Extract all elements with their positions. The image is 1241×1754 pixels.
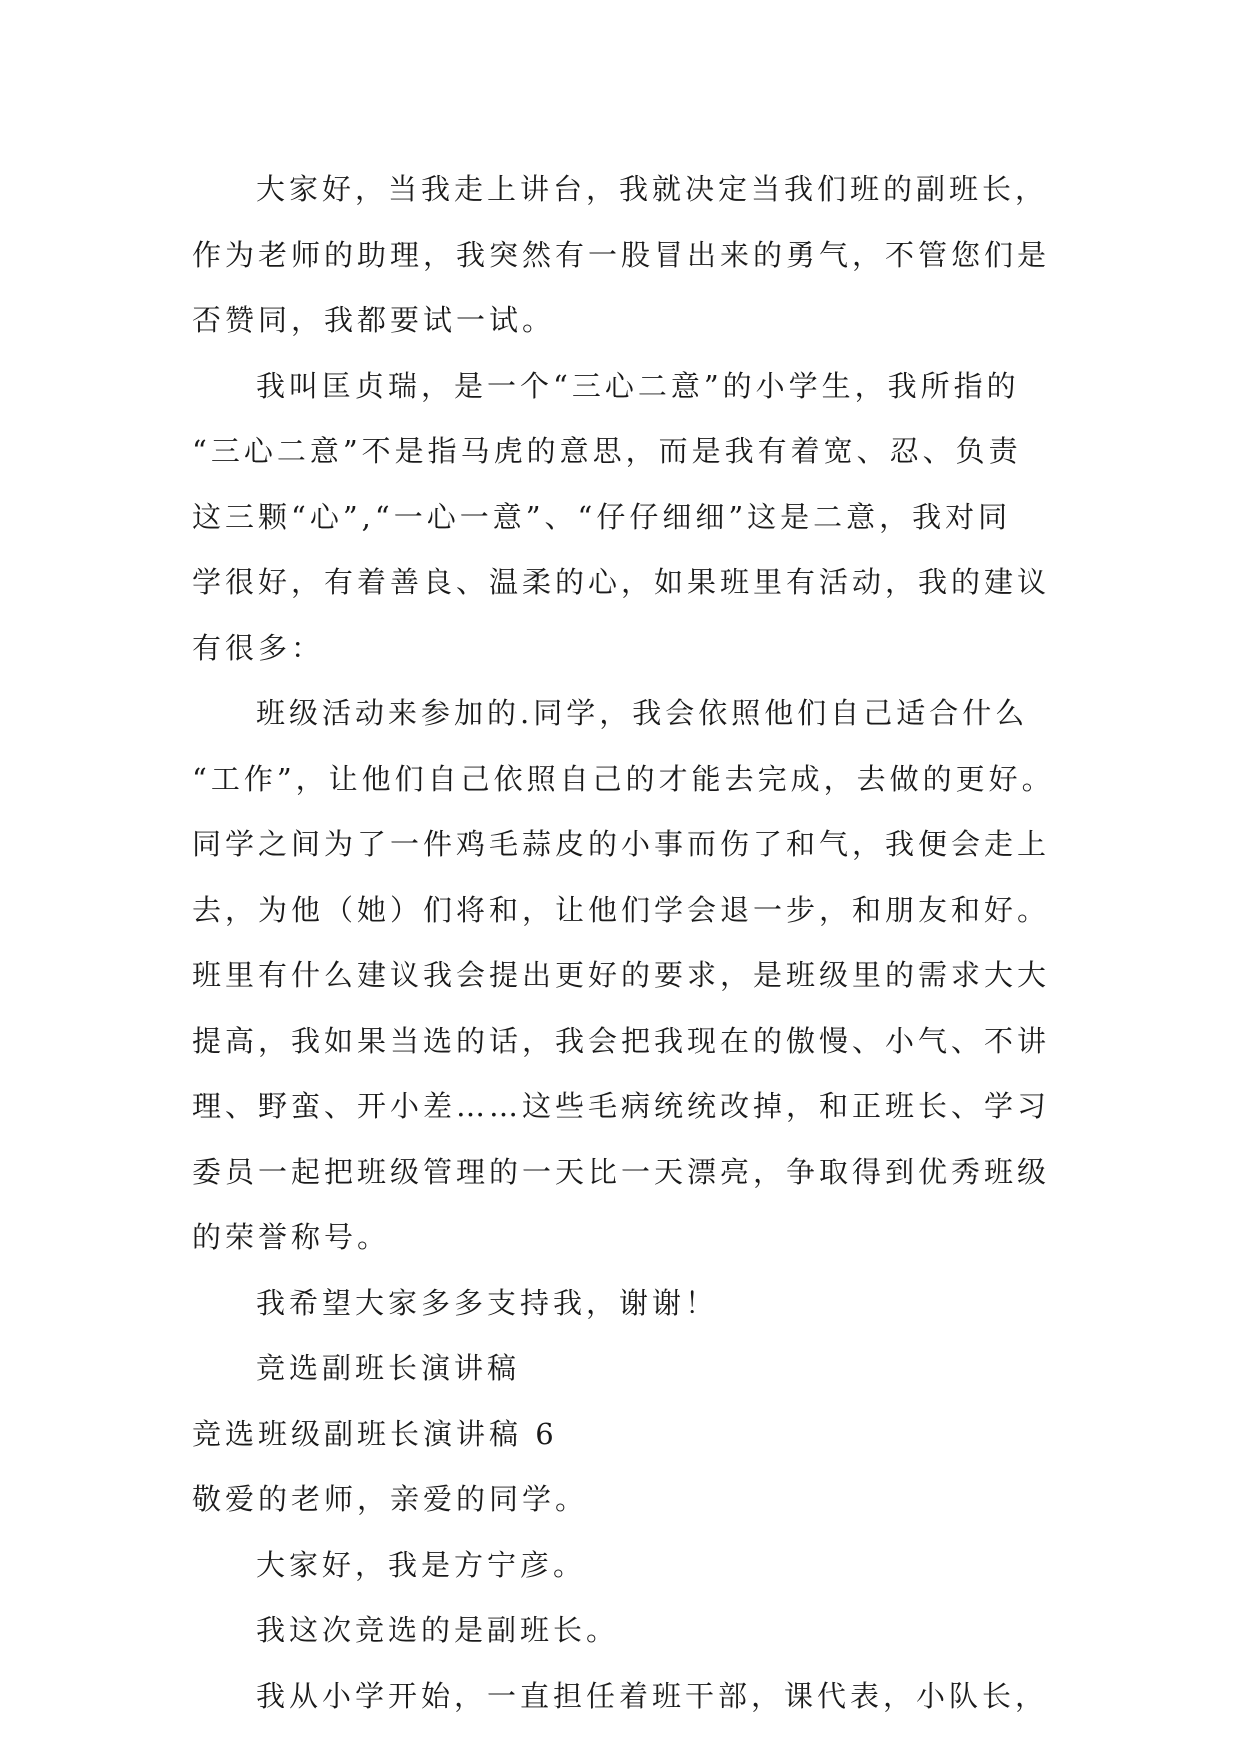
salutation: 敬爱的老师，亲爱的同学。 [192, 1482, 589, 1516]
paragraph-line: 我这次竞选的是副班长。 [256, 1613, 620, 1647]
section-heading: 竞选副班长演讲稿 [256, 1351, 521, 1385]
paragraph-line: 大家好，当我走上讲台，我就决定当我们班的副班长， [256, 172, 1049, 206]
paragraph-line: 否赞同，我都要试一试。 [192, 303, 556, 337]
document-body [192, 157, 1072, 1729]
paragraph-line: 委员一起把班级管理的一天比一天漂亮，争取得到优秀班级 [192, 1154, 1051, 1189]
paragraph-line: 大家好，我是方宁彦。 [256, 1547, 587, 1582]
paragraph-line: 理、野蛮、开小差……这些毛病统统改掉，和正班长、学习 [192, 1089, 1051, 1123]
paragraph-line: 学很好，有着善良、温柔的心，如果班里有活动，我的建议 [192, 565, 1051, 599]
paragraph-line: 我从小学开始，一直担任着班干部，课代表，小队长， [256, 1678, 1049, 1713]
paragraph-line: 作为老师的助理，我突然有一股冒出来的勇气，不管您们是 [192, 237, 1051, 272]
paragraph-line: 班里有什么建议我会提出更好的要求，是班级里的需求大大 [192, 958, 1051, 992]
paragraph-line: 有很多： [192, 630, 325, 665]
paragraph-line: 我叫匡贞瑞，是一个“三心二意”的小学生，我所指的 [256, 368, 1020, 403]
paragraph-line: 提高，我如果当选的话，我会把我现在的傲慢、小气、不讲 [192, 1023, 1051, 1058]
paragraph-line: 去，为他（她）们将和，让他们学会退一步，和朋友和好。 [192, 892, 1051, 927]
paragraph-line: 我希望大家多多支持我，谢谢！ [256, 1285, 719, 1320]
paragraph-line: 这三颗“心”,“一心一意”、“仔仔细细”这是二意，我对同 [192, 499, 1012, 534]
paragraph-line: 班级活动来参加的.同学，我会依照他们自己适合什么 [256, 696, 1029, 730]
paragraph-line: 同学之间为了一件鸡毛蒜皮的小事而伤了和气，我便会走上 [192, 827, 1051, 861]
paragraph-line: “三心二意”不是指马虎的意思，而是我有着宽、忍、负责 [192, 434, 1022, 468]
paragraph-line: “工作”，让他们自己依照自己的才能去完成，去做的更好。 [192, 761, 1055, 796]
speech-title: 竞选班级副班长演讲稿 6 [192, 1416, 558, 1451]
paragraph-line: 的荣誉称号。 [192, 1220, 391, 1254]
